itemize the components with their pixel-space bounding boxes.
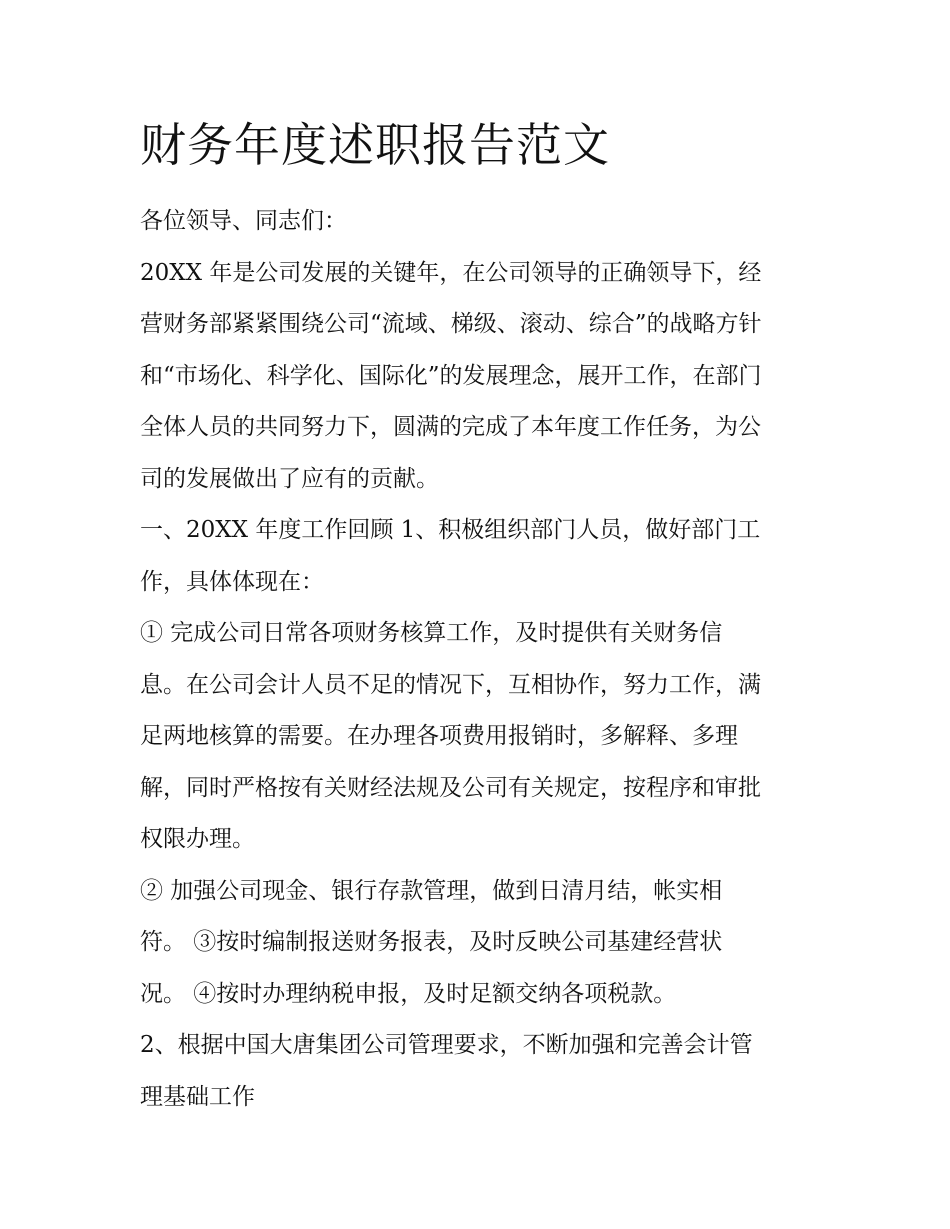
body-line: 解，同时严格按有关财经法规及公司有关规定，按程序和审批 — [140, 774, 761, 801]
body-line: 权限办理。 — [140, 826, 255, 852]
body-line: 司的发展做出了应有的贡献。 — [140, 465, 439, 492]
body-line: 理基础工作 — [140, 1083, 255, 1110]
section-heading-line: 2、根据中国大唐集团公司管理要求，不断加强和完善会计管 — [140, 1032, 753, 1058]
body-line: 作，具体体现在： — [140, 568, 324, 595]
document-page — [140, 112, 820, 1123]
document-body — [140, 196, 820, 1123]
body-line: 足两地核算的需要。在办理各项费用报销时，多解释、多理 — [140, 723, 738, 749]
body-line: 况。 ④按时办理纳税申报，及时足额交纳各项税款。 — [140, 980, 677, 1007]
body-line: 符。 ③按时编制报送财务报表，及时反映公司基建经营状 — [140, 929, 723, 955]
body-line: 和“市场化、科学化、国际化”的发展理念，展开工作，在部门 — [140, 362, 762, 389]
document-title: 财务年度述职报告范文 — [140, 118, 610, 172]
greeting-line: 各位领导、同志们： — [140, 208, 347, 234]
body-line: 全体人员的共同努力下，圆满的完成了本年度工作任务，为公 — [140, 414, 761, 440]
body-line: 20XX 年是公司发展的关键年，在公司领导的正确领导下，经 — [140, 259, 762, 286]
body-line: 营财务部紧紧围绕公司“流域、梯级、滚动、综合”的战略方针 — [140, 311, 762, 337]
body-line: 息。在公司会计人员不足的情况下，互相协作，努力工作，满 — [140, 671, 761, 698]
list-item-line: ① 完成公司日常各项财务核算工作，及时提供有关财务信 — [140, 620, 723, 646]
section-heading-line: 一、20XX 年度工作回顾 1、积极组织部门人员，做好部门工 — [140, 517, 761, 543]
list-item-line: ② 加强公司现金、银行存款管理，做到日清月结，帐实相 — [140, 877, 723, 904]
